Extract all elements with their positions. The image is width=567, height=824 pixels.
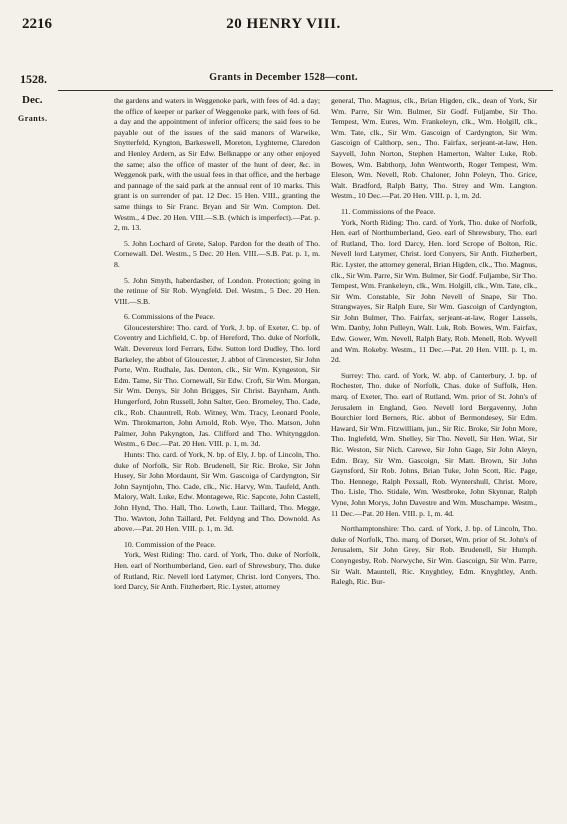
paragraph: 6. Commissions of the Peace. bbox=[124, 312, 215, 322]
heading-rule bbox=[58, 90, 553, 91]
paragraph: 11. Commissions of the Peace. bbox=[341, 206, 436, 216]
section-heading: Grants in December 1528—cont. bbox=[209, 72, 358, 83]
page-number: 2216 bbox=[22, 16, 52, 32]
margin-month: Dec. bbox=[22, 94, 43, 106]
paragraph: York, West Riding: Tho. card. of York, Tho. duke of Norfolk, Hen. earl of Northumberland, Geo. earl of Shrewsbury, Tho. duke of Rutland, Ric. Nevell lord Latymer, Christ. lord Conyers, Tho. lord Darcy, Sir Anth. Fitzherbert, Ric. Lyster, attorney bbox=[114, 550, 320, 592]
running-title: 20 HENRY VIII. bbox=[226, 16, 341, 32]
paragraph: the gardens and waters in Weggenoke park, with fees of 4d. a day; the office of keeper or parker of Weggenoke park, with fees of 6d. a day and the appointment of inferior officers; the said fees to be payable out of the issues of the said manors of Warwike, Snytterfeld, Kyngton, Barkeswell, Moreton, Lyghterne, Claredon and Henley Ardern, as Sir Edw. Belknappe or any other enjoyed the same; also the office of master of the hunt of deer, &c. in Weggenok park, with the usual fees in that office, and the herbage and pannage of the said park at the annual rent of 10 marks. This grant is on surrender of pat. 12 Dec. 15 Hen. VIII., granting the same things to Sir Franc. Bryan and Sir Wm. Compton. Del. Westm., 4 Dec. 20 Hen. VIII.—S.B. (which is imperfect).—Pat. p. 2, m. 13. bbox=[114, 96, 320, 233]
year-label: 1528. bbox=[20, 72, 47, 86]
paragraph: Northamptonshire: Tho. card. of York, J. bp. of Lincoln, Tho. duke of Norfolk, Tho. marq. of Dorset, Wm. prior of St. John's of Jerusalem, Sir John Grey, Sir Rob. Brudenell, Sir Humph. Conyngesby, Rob. Norwyche, Sir Wm. Gascoign, Sir Wm. Parre, Sir Walt. Mauntell, Ric. Knyghtley, Edm. Knyghtley, Anth. Ralegh, Ric. Bur- bbox=[331, 524, 537, 587]
paragraph: Hunts: Tho. card. of York, N. bp. of Ely, J. bp. of Lincoln, Tho. duke of Norfolk, Sir Rob. Brudenell, Sir Ric. Broke, Sir John Husey, Sir John Mordaunt, Sir Wm. Gascoiga of Cardyngton, Sir John Sayntjohn, Tho. Cade, clk., Nic. Harvy, Wm. Taufeld, Anth. Malory, Walt. Luke, Edw. Montagewe, Ric. Sapcote, John Castell, John Hynd, Tho. Hall, Tho. Lowth, Laur. Taillard, Tho. Megge, Tho. Wavton, John Taillard, Pet. Feldyng and Tho. Downold. As above.—Pat. 20 Hen. VIII. p. 1, m. 3d. bbox=[114, 450, 320, 534]
margin-category: Grants. bbox=[18, 114, 48, 123]
right-column bbox=[331, 96, 537, 814]
paragraph: Gloucestershire: Tho. card. of York, J. bp. of Exeter, C. bp. of Coventry and Lichfield, C. bp. of Hereford, Tho. duke of Norfolk, Walt. Devereux lord Ferrars, Edw. Sutton lord Dudley, Tho. lord Barkeley, the abbot of Gloucester, J. abbot of Cirencester, Sir John Porte, Wm. Rudhale, Jas. Denton, clk., Sir Wm. Kyngeston, Sir Edm. Tame, Sir Tho. Cornewall, Sir Edw. Croft, Sir Wm. Morgan, Sir Wm. Denys, Sir John Brigges, Sir Christ. Baynham, Anth. Hungerford, John Russell, John Salter, Geo. Bromeley, Tho. Cade, clk., Rob. Chauntrell, Rob. Witney, Wm. Tracy, Leonard Poole, Wm. Throkmarton, John Arnold, Rob. Wye, Tho. Matson, John Palmer, John Pakyngton, Jas. Clifford and Tho. Whitynggdon. Westm., 6 Dec.—Pat. 20 Hen. VIII. p. 1, m. 3d. bbox=[114, 322, 320, 449]
left-column bbox=[114, 96, 320, 814]
paragraph: Surrey: Tho. card. of York, W. abp. of Canterbury, J. bp. of Rochester, Tho. duke of Norfolk, Chas. duke of Suffolk, Hen. marq. of Exeter, Tho. earl of Rutland, Wm. prior of St. John's of Jerusalem in England, Geo. Nevell lord Bergavenny, John Bourchier lord Berners, Ric. abbot of Bermondesey, Sir Edm. Haward, Sir Wm. Fitzwilliam, jun., Sir Ric. Broke, Sir John More, Tho. Inglefeld, Wm. Shelley, Sir Tho. Nevell, Sir Hen. Wiat, Sir Ric. Weston, Sir Nich. Carewe, Sir John Gage, Sir John Aleyn, Edm. Bray, Sir Wm. Gascoign, Sir Matt. Brown, Sir John Gaynsford, Sir Rob. Johns, Brian Tuke, John Scott, Ric. Page, Tho. Hennege, Ralph Pexsall, Rob. Wyntershull, Christ. More, Tho. Lisle, Tho. Stidale, Wm. Westbroke, John Skynnar, Ralph Vyne, John Morys, John Davestre and Wm. Muschampe. Westm., 11 Dec.—Pat. 20 Hen. VIII. p. 1, m. 4d. bbox=[331, 370, 537, 518]
paragraph: general, Tho. Magnus, clk., Brian Higden, clk., dean of York, Sir Wm. Parre, Sir Wm. Bulmer, Sir Godf. Fuljambe, Sir Tho. Tempest, Wm. Eures, Wm. Frankeleyn, clk., Wm. Holgill, clk., Wm. Tate, clk., Sir Wm. Gascoign of Cardyngton, Sir Wm. Gascoign of Calthorp, sen., Tho. Fairfax, serjeant-at-law, Hen. Sayvell, John Norton, Stephen Hamerton, Walter Luke, Rob. Bowes, Wm. Babthorp, John Wentworth, Roger Tempest, Wm. Eleson, Wm. Nevell, Rob. Chaloner, John Poleyn, Tho. Grice, Walt. Bradford, Ralph Batty, Tho. Strey and Wm. Langton. Westm., 10 Dec.—Pat. 20 Hen. VIII. p. 1, m. 2d. bbox=[331, 96, 537, 201]
paragraph: 10. Commission of the Peace. bbox=[124, 539, 216, 549]
paragraph: York, North Riding: Tho. card. of York, Tho. duke of Norfolk, Hen. earl of Northumberland, Geo. earl of Shrewsbury, Tho. earl of Rutland, Tho. lord Darcy, Hen. lord Scrope of Bolton, Ric. Nevell lord Latymer, Christ. lord Conyers, Sir Anth. Fitzherbert, Ric. Lyster, the attorney general, Brian Higden, clk., Tho. Magnus, clk., Sir Wm. Parre, Sir Wm. Bulmer, Sir Godf. Fuljambe, Sir Tho. Tempest, Wm. Frankeleyn, clk., Wm. Holgill, clk., Wm. Tate, clk., Sir Wm. Constable, Sir John Nevell of Snape, Sir Tho. Strangwayes, Sir Ralph Eure, Sir Wm. Gascoign of Cardyngton, Sir John Bulmer, Tho. Fairfax, serjeant-at-law, Roger Lassels, Wm. Danby, John Pulleyn, Walt. Luk, Rob. Bowes, Wm. Fairfax, Edw. Gower, Wm. Nevell, Ralph Baty, Rob. Menell, Rob. Wyvell and Wm. Rokeby. Westm., 11 Dec.—Pat. 20 Hen. VIII. p. 1, m. 2d. bbox=[331, 217, 537, 365]
paragraph: 5. John Lochard of Grete, Salop. Pardon for the death of Tho. Cornewall. Del. Westm., 5 Dec. 20 Hen. VIII.—S.B. Pat. p. 1, m. 8. bbox=[114, 238, 320, 269]
paragraph: 5. John Smyth, haberdasher, of London. Protection; going in the retinue of Sir Rob. Wyngfeld. Del. Westm., 5 Dec. 20 Hen. VIII.—S.B. bbox=[114, 275, 320, 306]
